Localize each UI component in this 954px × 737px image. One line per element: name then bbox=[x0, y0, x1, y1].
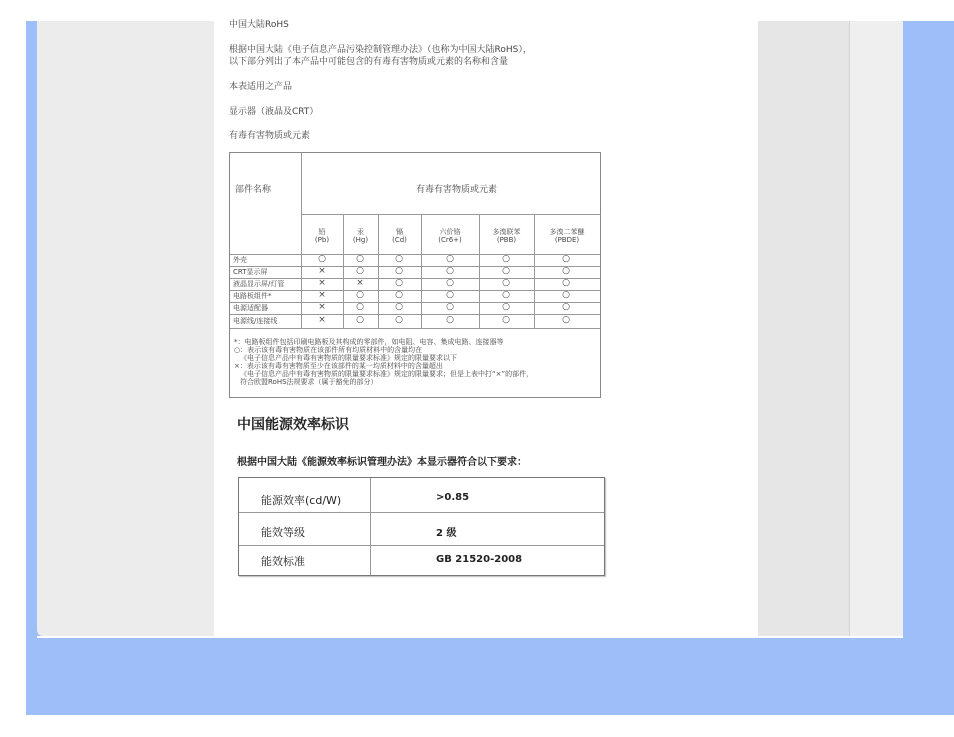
col-name: 铅 bbox=[318, 228, 326, 236]
table-row-line bbox=[230, 290, 600, 291]
col-header-pb bbox=[301, 228, 343, 244]
table-cell: ○ bbox=[562, 266, 570, 276]
table-cell: ○ bbox=[562, 290, 570, 300]
table-cell: ○ bbox=[395, 302, 403, 312]
energy-grade-value: 2 级 bbox=[436, 528, 457, 539]
energy-label-title: 中国能源效率标识 bbox=[237, 417, 349, 433]
product-text: 显示器（液晶及CRT） bbox=[229, 107, 319, 117]
row-part-name: 电源适配器 bbox=[233, 304, 268, 312]
table-row-line bbox=[230, 278, 600, 279]
table-cell: ○ bbox=[356, 254, 364, 264]
col-name: 镉 bbox=[396, 228, 403, 236]
rohs-heading: 中国大陆RoHS bbox=[229, 20, 289, 30]
table-row-line bbox=[230, 328, 600, 329]
table-row-line bbox=[230, 314, 600, 315]
energy-efficiency-value: >0.85 bbox=[436, 492, 470, 503]
col-symbol: (PBB) bbox=[496, 236, 517, 244]
substances-title: 有毒有害物质或元素 bbox=[229, 131, 311, 141]
table-cell: × bbox=[318, 315, 326, 325]
table-cell: × bbox=[318, 290, 326, 300]
table-cell: × bbox=[318, 278, 326, 288]
table-cell: ○ bbox=[356, 266, 364, 276]
intro-line-2: 以下部分列出了本产品中可能包含的有毒有害物质或元素的名称和含量 bbox=[229, 57, 509, 67]
table-col-line bbox=[370, 478, 371, 575]
table-cell: ○ bbox=[562, 254, 570, 264]
right-margin-shade bbox=[850, 21, 903, 636]
note-line: 《电子信息产品中有毒有害物质的限量要求标准》规定的限量要求；但是上表中打“×”的部件， bbox=[240, 370, 534, 378]
col-symbol: (Hg) bbox=[352, 236, 369, 244]
viewer-footer-band bbox=[26, 640, 954, 715]
table-cell: ○ bbox=[356, 290, 364, 300]
col-header-pbb bbox=[479, 228, 534, 244]
note-line: ×：表示该有毒有害物质至少在该部件的某一均质材料中的含量超出 bbox=[234, 362, 443, 370]
col-header-hg bbox=[343, 228, 378, 244]
table-row-line bbox=[301, 214, 601, 215]
table-cell: ○ bbox=[562, 302, 570, 312]
table-cell: ○ bbox=[502, 254, 510, 264]
right-margin-strip bbox=[758, 21, 850, 636]
table-cell: ○ bbox=[446, 290, 454, 300]
energy-grade-label: 能效等级 bbox=[261, 526, 305, 539]
note-line: ○：表示该有毒有害物质在该部件所有均质材料中的含量均在 bbox=[234, 346, 423, 354]
divider bbox=[37, 636, 903, 638]
energy-efficiency-label: 能源效率(cd/W) bbox=[261, 494, 342, 507]
table-row-line bbox=[230, 266, 600, 267]
table-cell: ○ bbox=[446, 278, 454, 288]
table-cell: × bbox=[356, 278, 364, 288]
table-cell: ○ bbox=[395, 266, 403, 276]
energy-standard-value: GB 21520-2008 bbox=[436, 554, 523, 565]
col-name: 多溴联苯 bbox=[492, 228, 521, 236]
table-cell: ○ bbox=[446, 266, 454, 276]
note-line: 符合欧盟RoHS法规要求（属于豁免的部分） bbox=[240, 378, 378, 386]
col-symbol: (Cr6+) bbox=[438, 236, 462, 244]
table-cell: ○ bbox=[446, 315, 454, 325]
col-name: 六价铬 bbox=[439, 228, 461, 236]
table-cell: ○ bbox=[502, 315, 510, 325]
row-part-name: 电源线/连接线 bbox=[233, 317, 278, 325]
table-cell: ○ bbox=[446, 254, 454, 264]
row-part-name: 电路板组件* bbox=[233, 292, 272, 300]
table-cell: ○ bbox=[502, 278, 510, 288]
table-cell: ○ bbox=[356, 302, 364, 312]
table-cell: ○ bbox=[395, 278, 403, 288]
table-cell: ○ bbox=[395, 315, 403, 325]
intro-line-1: 根据中国大陆《电子信息产品污染控制管理办法》（也称为中国大陆RoHS）， bbox=[229, 45, 532, 55]
table-cell: × bbox=[318, 266, 326, 276]
col-header-cd bbox=[378, 228, 421, 244]
table-cell: ○ bbox=[562, 315, 570, 325]
rohs-table bbox=[229, 152, 601, 398]
col-header-pbde bbox=[534, 228, 600, 244]
energy-table bbox=[238, 477, 605, 576]
table-row-line bbox=[239, 545, 604, 546]
col-symbol: (PBDE) bbox=[554, 236, 580, 244]
table-notes bbox=[234, 338, 533, 386]
col-name: 汞 bbox=[357, 228, 364, 236]
col-symbol: (Cd) bbox=[392, 236, 407, 244]
table-cell: ○ bbox=[395, 254, 403, 264]
energy-standard-label: 能效标准 bbox=[261, 555, 305, 568]
table-cell: ○ bbox=[502, 290, 510, 300]
row-part-name: 外壳 bbox=[233, 256, 247, 264]
row-part-name: CRT显示屏 bbox=[233, 268, 268, 276]
note-line: 《电子信息产品中有毒有害物质的限量要求标准》规定的限量要求以下 bbox=[240, 354, 457, 362]
table-cell: ○ bbox=[562, 278, 570, 288]
table-cell: ○ bbox=[502, 266, 510, 276]
table-cell: ○ bbox=[446, 302, 454, 312]
table-cell: ○ bbox=[502, 302, 510, 312]
part-name-header: 部件名称 bbox=[235, 185, 272, 195]
table-row-line bbox=[239, 512, 604, 513]
energy-requirement-text: 根据中国大陆《能源效率标识管理办法》本显示器符合以下要求： bbox=[237, 457, 527, 468]
table-cell: ○ bbox=[356, 315, 364, 325]
table-row-line bbox=[230, 302, 600, 303]
table-row-line bbox=[230, 254, 600, 255]
col-symbol: (Pb) bbox=[314, 236, 330, 244]
substance-group-header: 有毒有害物质或元素 bbox=[416, 185, 498, 195]
row-part-name: 液晶显示屏/灯管 bbox=[233, 280, 285, 288]
table-cell: ○ bbox=[318, 254, 326, 264]
table-cell: × bbox=[318, 302, 326, 312]
note-line: *：电路板组件包括印刷电路板及其构成的零部件，如电阻、电容、集成电路、连接器等 bbox=[234, 338, 504, 346]
col-name: 多溴二苯醚 bbox=[549, 228, 585, 236]
applies-text: 本表适用之产品 bbox=[229, 82, 293, 92]
table-cell: ○ bbox=[395, 290, 403, 300]
col-header-cr6 bbox=[421, 228, 479, 244]
